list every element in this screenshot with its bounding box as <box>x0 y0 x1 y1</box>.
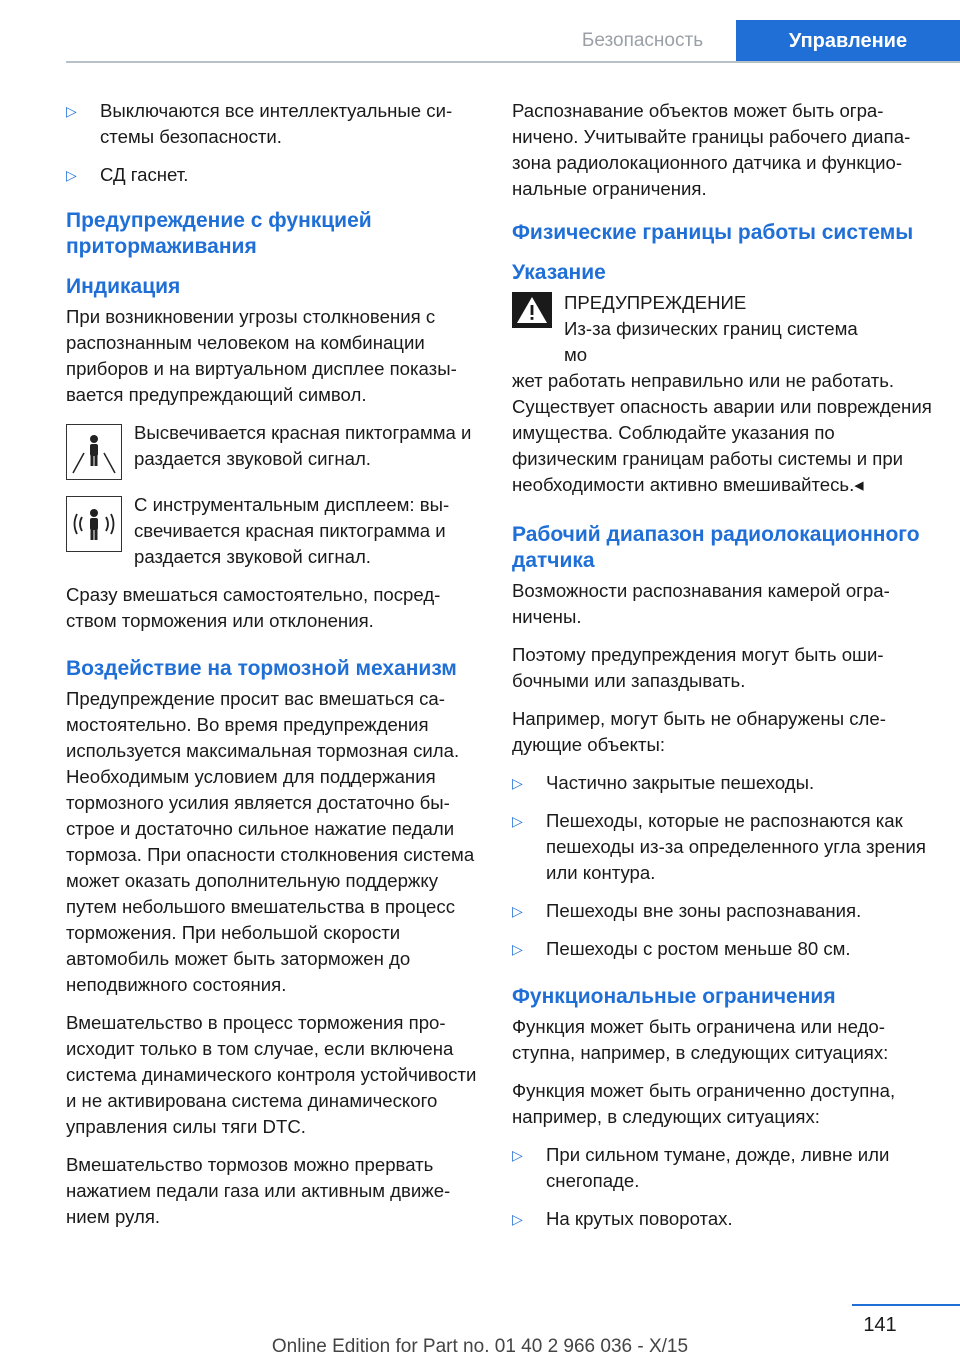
list-item: ▷ СД гаснет. <box>66 162 480 188</box>
bullet-icon: ▷ <box>512 1211 523 1227</box>
warning-title: ПРЕДУПРЕЖДЕНИЕ <box>564 292 747 313</box>
list-item: ▷ На крутых поворотах. <box>512 1206 932 1232</box>
list-item: ▷ Пешеходы вне зоны распознавания. <box>512 898 932 924</box>
bullet-icon: ▷ <box>512 1147 523 1163</box>
subheading-indication: Индикация <box>66 275 181 298</box>
subheading-brake-action: Воздействие на тормозной механизм <box>66 657 457 680</box>
icon-note-1 <box>66 420 480 480</box>
subheading-functional-limits: Функциональные ограничения <box>512 985 836 1008</box>
bullet-icon: ▷ <box>512 813 523 829</box>
bullet-icon: ▷ <box>66 167 77 183</box>
warning-text-continued: жет работать неправильно или не работать. Существует опасность аварии или повреждения имущества. Соблюдайте указания по физическим границам работы системы и при необходимости активно вмешивайтесь.◂ <box>512 370 932 495</box>
section-heading-physical-limits: Физические границы работы системы <box>512 221 914 244</box>
warning-triangle-icon <box>512 292 552 328</box>
paragraph: При возникновении угрозы столкновения с распознанным человеком на комбинации приборов и на виртуальном дисплее показывается предупреждающий символ. <box>66 306 457 405</box>
paragraph: Предупреждение просит вас вмешаться самостоятельно. Во время предупреждения используется максимальная тормозная сила. Необходимым условием для поддержания тормозного усилия является достаточно быстрое и достаточно сильное нажатие педали тормоза. При опасности столкновения система может оказать дополнительную поддержку путем небольшого вмешательства в процесс торможения. При небольшой скорости автомобиль может быть заторможен до неподвижного состояния. <box>66 688 475 995</box>
icon-note-text: С инструментальным дисплеем: высвечивается красная пиктограмма и раздается звуковой сигнал. <box>134 494 450 567</box>
list-item: ▷ Пешеходы, которые не распознаются как пешеходы из-за определенного угла зрения или контура. <box>512 810 926 883</box>
page-number-rule <box>852 1304 960 1306</box>
warning-text: Из-за физических границ система мо <box>564 318 858 365</box>
bullet-icon: ▷ <box>512 941 523 957</box>
tab-controls[interactable]: Управление <box>736 20 960 62</box>
paragraph: Функция может быть ограниченно доступна, например, в следующих ситуациях: <box>512 1080 896 1127</box>
footer-edition: Online Edition for Part no. 01 40 2 966 036 - X/15 <box>271 1336 689 1357</box>
list-item: ▷ При сильном тумане, дожде, ливне или снегопаде. <box>512 1144 890 1191</box>
header-rule <box>66 61 960 63</box>
page-header <box>0 0 960 62</box>
paragraph: Распознавание объектов может быть ограничено. Учитывайте границы рабочего диапазона радиолокационного датчика и функциональные ограничения. <box>512 100 911 199</box>
pedestrian-warning-icon <box>66 424 122 480</box>
page-number: 141 <box>863 1314 897 1336</box>
list-item: ▷ Выключаются все интеллектуальные системы безопасности. <box>66 100 453 147</box>
subheading-note: Указание <box>512 261 606 284</box>
icon-note-2 <box>66 492 480 570</box>
pedestrian-sound-warning-icon <box>66 496 122 552</box>
paragraph: Возможности распознавания камерой ограничены. <box>512 580 890 627</box>
list-item: ▷ Пешеходы с ростом меньше 80 см. <box>512 936 932 962</box>
paragraph: Поэтому предупреждения могут быть ошибочными или запаздывать. <box>512 644 884 691</box>
left-column <box>66 98 480 1242</box>
paragraph: Например, могут быть не обнаружены следующие объекты: <box>512 708 886 755</box>
subheading-radar-range: Рабочий диапазон радиолокационного датчика <box>512 523 920 572</box>
list-item: ▷ Частично закрытые пешеходы. <box>512 770 932 796</box>
paragraph: Вмешательство в процесс торможения происходит только в том случае, если включена система динамического контроля устойчивости и не активирована система динамического управления силы тяги DTC. <box>66 1012 477 1137</box>
bullet-icon: ▷ <box>512 775 523 791</box>
paragraph: Функция может быть ограничена или недоступна, например, в следующих ситуациях: <box>512 1016 889 1063</box>
bullet-icon: ▷ <box>66 103 77 119</box>
icon-note-text: Высвечивается красная пиктограмма и раздается звуковой сигнал. <box>134 422 472 469</box>
tab-safety[interactable]: Безопасность <box>581 30 704 51</box>
right-column <box>512 98 932 1244</box>
bullet-icon: ▷ <box>512 903 523 919</box>
paragraph: Вмешательство тормозов можно прервать нажатием педали газа или активным движением руля. <box>66 1154 451 1227</box>
warning-block <box>512 290 932 368</box>
paragraph: Сразу вмешаться самостоятельно, посредством торможения или отклонения. <box>66 584 441 631</box>
section-heading-brake-warning: Предупреждение с функцией притормаживания <box>66 209 372 258</box>
